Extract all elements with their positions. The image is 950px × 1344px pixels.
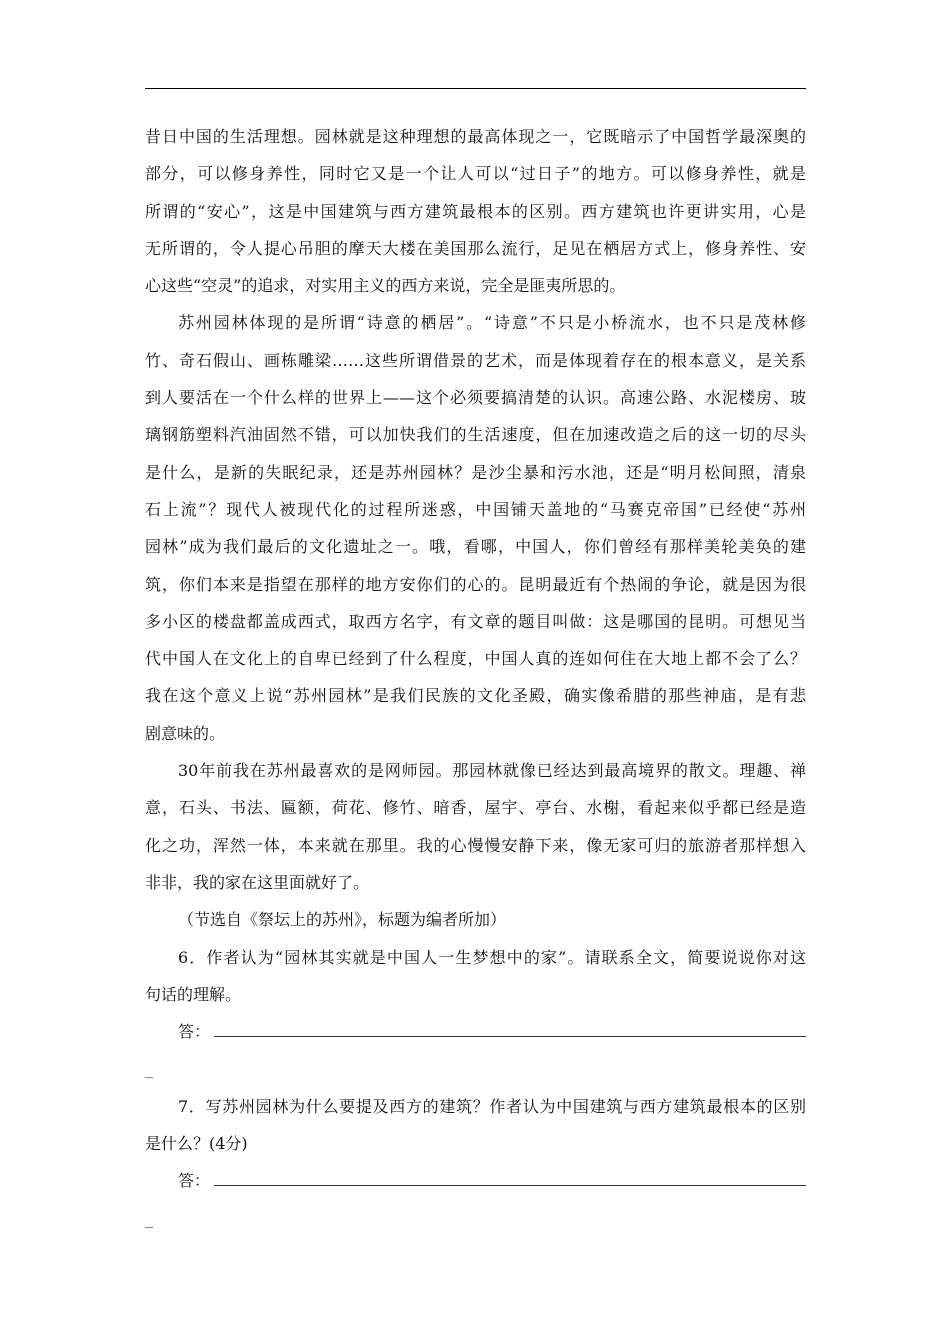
answer-tail-mark: _ [145,1059,153,1079]
text-line: 我在这个意义上说“苏州园林”是我们民族的文化圣殿，确实像希腊的那些神庙，是有悲 [145,686,806,706]
text-line: 璃钢筋塑料汽油固然不错，可以加快我们的生活速度，但在加速改造之后的这一切的尽头 [145,425,806,445]
text-line: 竹、奇石假山、画栋雕梁……这些所谓借景的艺术，而是体现着存在的根本意义，是关系 [145,350,806,370]
text-line: 无所谓的，令人提心吊胆的摩天大楼在美国那么流行，足见在栖居方式上，修身养性、安 [145,238,806,258]
answer-line[interactable] [214,1185,806,1186]
text-line: 多小区的楼盘都盖成西式，取西方名字，有文章的题目叫做：这是哪国的昆明。可想见当 [145,611,806,631]
text-line: 园林”成为我们最后的文化遗址之一。哦，看哪，中国人，你们曾经有那样美轮美奂的建 [145,537,806,557]
document-body [145,118,806,1237]
paragraph-3 [145,752,806,901]
paragraph-2 [145,304,806,752]
answer-tail-mark: _ [145,1208,153,1228]
text-line: 非非，我的家在这里面就好了。 [145,872,370,892]
text-line: 代中国人在文化上的自卑已经到了什么程度，中国人真的连如何住在大地上都不会了么？ [145,649,806,669]
text-line: 石上流”？现代人被现代化的过程所迷惑，中国铺天盖地的“马赛克帝国”已经使“苏州 [145,499,806,519]
source-note: （节选自《祭坛上的苏州》，标题为编者所加） [178,910,507,930]
question-text: 句话的理解。 [145,984,242,1004]
text-line: 意，石头、书法、匾额，荷花、修竹、暗香，屋宇、亭台、水榭，看起来似乎都已经是造 [145,798,806,818]
answer-row [145,1162,806,1199]
text-line: 心这些“空灵”的追求，对实用主义的西方来说，完全是匪夷所思的。 [145,276,626,296]
text-line: 苏州园林体现的是所谓“诗意的栖居”。“诗意”不只是小桥流水，也不只是茂林修 [178,313,806,333]
text-line: 30年前我在苏州最喜欢的是网师园。那园林就像已经达到最高境界的散文。理趣、禅 [178,761,806,781]
question-text: 是什么？(4分) [145,1134,248,1154]
text-line: 所谓的“安心”，这是中国建筑与西方建筑最根本的区别。西方建筑也许更讲实用，心是 [145,201,806,221]
text-line: 筑，你们本来是指望在那样的地方安你们的心的。昆明最近有个热闹的争论，就是因为很 [145,574,806,594]
answer-row [145,1013,806,1050]
header-rule [145,88,806,89]
question-6 [145,939,806,1088]
paragraph-1 [145,118,806,304]
text-line: 是什么，是新的失眠纪录，还是苏州园林？是沙尘暴和污水池，还是“明月松间照，清泉 [145,462,806,482]
answer-label: 答： [178,1171,211,1191]
text-line: 部分，可以修身养性，同时它又是一个让人可以“过日子”的地方。可以修身养性，就是 [145,164,806,184]
question-7 [145,1088,806,1237]
question-text: 6．作者认为“园林其实就是中国人一生梦想中的家”。请联系全文，简要说说你对这 [178,947,806,967]
text-line: 剧意味的。 [145,723,226,743]
answer-line[interactable] [214,1036,806,1037]
question-text: 7．写苏州园林为什么要提及西方的建筑？作者认为中国建筑与西方建筑最根本的区别 [178,1096,806,1116]
text-line: 到人要活在一个什么样的世界上——这个必须要搞清楚的认识。高速公路、水泥楼房、玻 [145,388,806,408]
text-line: 昔日中国的生活理想。园林就是这种理想的最高体现之一，它既暗示了中国哲学最深奥的 [145,127,806,146]
answer-label: 答： [178,1022,211,1042]
text-line: 化之功，浑然一体，本来就在那里。我的心慢慢安静下来，像无家可归的旅游者那样想入 [145,835,806,855]
